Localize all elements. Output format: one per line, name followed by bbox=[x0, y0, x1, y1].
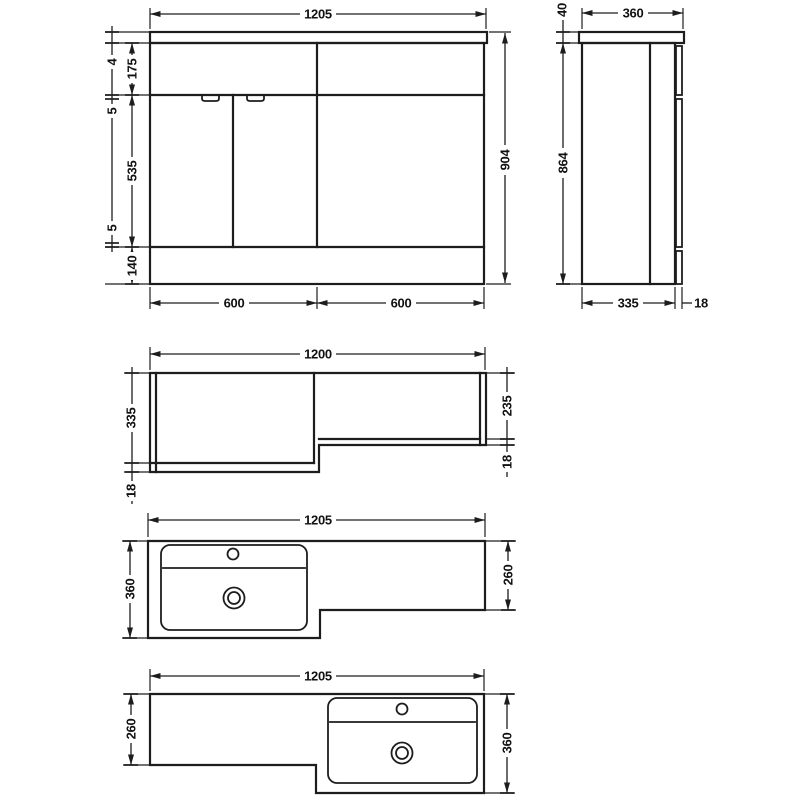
dim-plan-overall-width: 1200 bbox=[304, 346, 332, 362]
dim-front-top-gap: 4 bbox=[104, 58, 120, 66]
door-edge-middle bbox=[676, 99, 682, 247]
cabinet-side bbox=[582, 43, 675, 284]
view-carcass-plan bbox=[124, 347, 516, 505]
waste-inner-right bbox=[396, 747, 408, 759]
dim-worktopL-left-depth: 360 bbox=[122, 578, 138, 600]
dim-front-gap-lower: 5 bbox=[104, 224, 120, 232]
dim-plan-left-depth: 335 bbox=[123, 407, 139, 429]
dim-front-top-panel: 175 bbox=[124, 58, 140, 80]
door-edge-top bbox=[676, 46, 682, 95]
door-edge-bottom bbox=[676, 251, 682, 284]
dim-front-overall-width: 1205 bbox=[304, 6, 332, 22]
dim-worktopR-left-depth: 260 bbox=[123, 718, 139, 740]
dim-worktopL-right-depth: 260 bbox=[500, 564, 516, 586]
basin-right bbox=[328, 698, 477, 783]
dim-plan-right-panel: 18 bbox=[499, 455, 515, 469]
worktop-side bbox=[579, 32, 684, 43]
dim-plan-left-panel: 18 bbox=[123, 484, 139, 498]
dim-plan-right-depth: 235 bbox=[499, 395, 515, 417]
side-dimensions bbox=[555, 0, 708, 311]
dim-side-carcass-depth: 335 bbox=[617, 295, 639, 311]
dim-worktopL-overall-width: 1205 bbox=[304, 512, 332, 528]
front-dimensions bbox=[105, 7, 513, 311]
dim-front-overall-height: 904 bbox=[497, 149, 513, 171]
dim-worktopR-overall-width: 1205 bbox=[304, 668, 332, 684]
plan-outline bbox=[150, 373, 486, 472]
dim-worktopR-right-depth: 360 bbox=[499, 732, 515, 754]
waste-outer-right bbox=[392, 743, 413, 764]
front-outline bbox=[150, 32, 487, 284]
tap-hole-right bbox=[397, 704, 408, 715]
dim-front-right-unit: 600 bbox=[390, 295, 412, 311]
dim-front-door-height: 535 bbox=[124, 160, 140, 182]
worktop-left-outline bbox=[148, 541, 485, 638]
view-front-elevation bbox=[105, 7, 513, 311]
worktop-front bbox=[150, 32, 487, 43]
dim-front-left-unit: 600 bbox=[223, 295, 245, 311]
dim-side-depth-overall: 360 bbox=[622, 5, 644, 21]
plan-dimensions bbox=[124, 347, 516, 505]
view-side-elevation bbox=[555, 0, 708, 311]
dim-front-plinth: 140 bbox=[124, 255, 140, 277]
dim-front-gap-upper: 5 bbox=[104, 107, 120, 115]
worktop-l-shape-right bbox=[150, 694, 484, 793]
dim-side-worktop-thickness: 40 bbox=[554, 3, 570, 17]
view-worktop-basin-right bbox=[123, 669, 515, 794]
plan-l-shape bbox=[150, 373, 486, 472]
worktop-l-shape-left bbox=[148, 541, 485, 638]
view-worktop-basin-left bbox=[122, 513, 516, 639]
waste-outer-left bbox=[224, 588, 245, 609]
waste-inner-left bbox=[228, 592, 240, 604]
dim-side-panel-thickness: 18 bbox=[694, 295, 708, 311]
side-outline bbox=[579, 32, 684, 284]
worktop-right-outline bbox=[150, 694, 484, 793]
dim-side-carcass-height: 864 bbox=[555, 152, 571, 174]
worktop-right-dimensions bbox=[123, 669, 515, 794]
tap-hole-left bbox=[228, 549, 239, 560]
